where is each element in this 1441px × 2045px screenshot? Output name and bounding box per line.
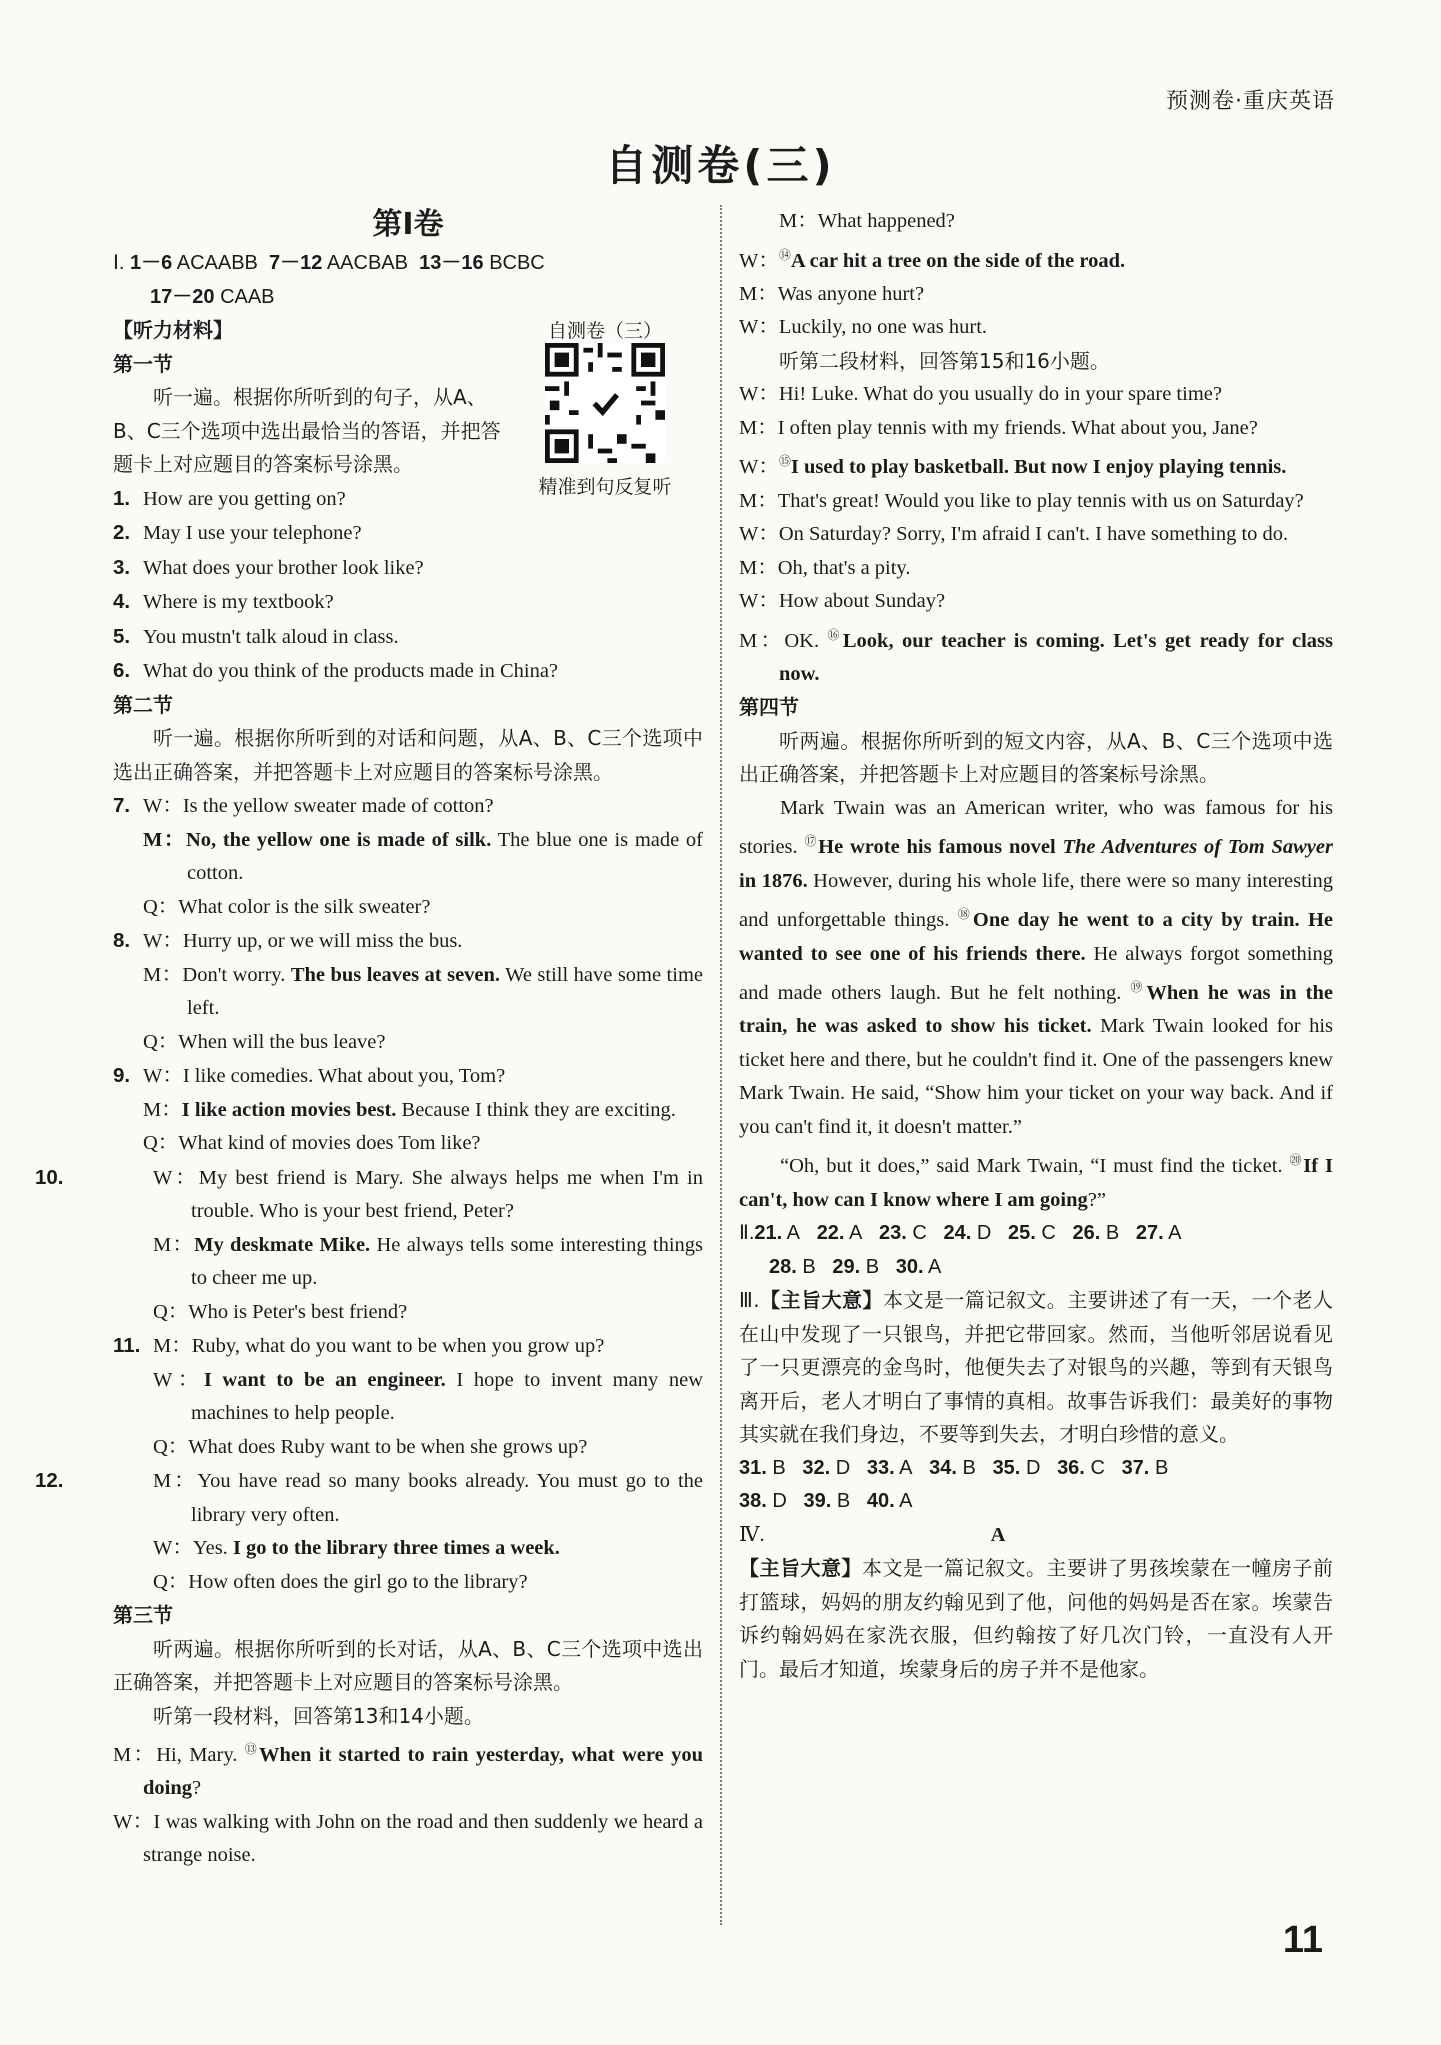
sec3-line: M：Oh, that's a pity. — [739, 556, 911, 579]
column-divider — [720, 205, 722, 1925]
qr-caption: 精准到句反复听 — [538, 476, 672, 498]
list-item: 3. What does your brother look like? — [113, 555, 424, 579]
part2-answers: Ⅱ.21. A 22. A 23. C 24. D 25. C 26. B 27. A — [739, 1222, 1182, 1245]
right-column — [739, 0, 1333, 1686]
sec3-line: M：I often play tennis with my friends. What about you, Jane? — [739, 416, 1258, 439]
page-title: 自测卷(三) — [605, 141, 836, 190]
sec4-paragraph-1: Mark Twain was an American writer, who was famous for his stories. ⑰He wrote his famous novel The Adventures of Tom Sawyer in 1876. However, during his whole life, there were so many interesting and unforgettable things. ⑱One day he went to a city by train. He wanted to see one of his friends there. He always forgot something and made others laugh. But he felt nothing. ⑲When he was in the train, he was asked to show his ticket. Mark Twain looked for his ticket here and there, but he couldn't find it. One of the passengers knew Mark Twain. He said, “Show him your ticket on your way back. And if you can't find it, it doesn't matter.” — [739, 796, 1334, 1138]
answers-line-1: Ⅰ. 1－6 ACAABB 7－12 AACBAB 13－16 BCBC — [113, 252, 545, 274]
sec3-line: M：Hi, Mary. ⑬When it started to rain yesterday, what were you doing? — [113, 1742, 703, 1800]
part1-title: 第Ⅰ卷 — [372, 207, 444, 242]
sec3-line: W：I was walking with John on the road and then suddenly we heard a strange noise. — [113, 1810, 703, 1867]
part3-answers-2: 38. D 39. B 40. A — [739, 1490, 913, 1513]
sec1-title: 第一节 — [113, 351, 173, 376]
qr-label: 自测卷（三） — [547, 320, 662, 342]
part4-summary: 【主旨大意】本文是一篇记叙文。主要讲了男孩埃蒙在一幢房子前打篮球，妈妈的朋友约翰见到了他，问他的妈妈是否在家。埃蒙告诉约翰妈妈在家洗衣服，但约翰按了好几次门铃，一直没有人开门。最后才知道，埃蒙身后的房子并不是他家。 — [739, 1556, 1333, 1681]
list-item: 2. May I use your telephone? — [113, 521, 362, 544]
part2-answers-2: 28. B 29. B 30. A — [769, 1255, 942, 1278]
dialogue-12: 12. M：You have read so many books already. You must go to the library very often. W：Yes. I go to the library three times a week. Q：How often does the girl go to the library? — [35, 1469, 703, 1593]
sec3-line: W：How about Sunday? — [739, 590, 946, 613]
sec2-instruction: 听一遍。根据你所听到的对话和问题，从A、B、C三个选项中选出正确答案，并把答题卡上对应题目的答案标号涂黑。 — [113, 726, 703, 784]
part3-answers: 31. B 32. D 33. A 34. B 35. D 36. C 37. B — [739, 1456, 1169, 1479]
sec3-line: W：⑭A car hit a tree on the side of the road. — [739, 247, 1126, 272]
sec3-line: M：Was anyone hurt? — [739, 282, 925, 305]
sec4-paragraph-2: “Oh, but it does,” said Mark Twain, “I must find the ticket. ⑳If I can't, how can I know where I am going?” — [739, 1153, 1333, 1211]
list-item: 5. You mustn't talk aloud in class. — [113, 624, 399, 648]
page-number: 11 — [1282, 1919, 1323, 1961]
list-item: 4. Where is my textbook? — [113, 590, 334, 613]
sec2-title: 第二节 — [113, 692, 173, 717]
sec3-line: M：What happened? — [779, 210, 955, 232]
dialogue-9: 9. W：I like comedies. What about you, Tom? M：I like action movies best. Because I think they are exciting. Q：What kind of movies does Tom like? — [113, 1064, 676, 1154]
sec3-passage2: 听第二段材料，回答第15和16小题。 — [779, 348, 1110, 373]
part4-heading: Ⅳ. A — [739, 1523, 1006, 1546]
sec3-line: W：Hi! Luke. What do you usually do in your spare time? — [739, 383, 1222, 406]
dialogue-7: 7. W：Is the yellow sweater made of cotton? M：No, the yellow one is made of silk. The blue one is made of cotton. Q：What color is the silk sweater? — [113, 794, 703, 918]
sec3-line: M：That's great! Would you like to play tennis with us on Saturday? — [739, 489, 1304, 512]
sec4-title: 第四节 — [739, 695, 799, 720]
sec3-line: W：On Saturday? Sorry, I'm afraid I can't. I have something to do. — [739, 523, 1289, 546]
sec3-line: M：OK. ⑯Look, our teacher is coming. Let's get ready for class now. — [739, 627, 1333, 685]
list-item: 1. How are you getting on? — [113, 486, 346, 510]
sec4-instruction: 听两遍。根据你所听到的短文内容，从A、B、C三个选项中选出正确答案，并把答题卡上对应题目的答案标号涂黑。 — [739, 728, 1333, 787]
sec1-instruction: 听一遍。根据你所听到的句子，从A、B、C三个选项中选出最恰当的答语，并把答题卡上对应题目的答案标号涂黑。 — [113, 385, 501, 476]
sec3-instruction: 听两遍。根据你所听到的长对话，从A、B、C三个选项中选出正确答案，并把答题卡上对应题目的答案标号涂黑。 — [113, 1636, 703, 1694]
sec3-line: W：Luckily, no one was hurt. — [739, 316, 988, 339]
part3-summary: Ⅲ.【主旨大意】本文是一篇记叙文。主要讲述了有一天，一个老人在山中发现了一只银鸟，并把它带回家。然而，当他听邻居说看见了一只更漂亮的金鸟时，他便失去了对银鸟的兴趣，等到有天银鸟离开后，老人才明白了事情的真相。故事告诉我们：最美好的事物其实就在我们身边，不要等到失去，才明白珍惜的意义。 — [739, 1288, 1333, 1447]
dialogue-10: 10. W：My best friend is Mary. She always helps me when I'm in trouble. Who is your best friend, Peter? M：My deskmate Mike. He always tells some interesting things to cheer me up. Q：Who is Peter's best friend? — [35, 1165, 704, 1323]
sec1-items — [113, 482, 703, 689]
left-column — [35, 205, 704, 1873]
page-header: 预测卷·重庆英语 — [1166, 89, 1335, 114]
dialogue-8: 8. W：Hurry up, or we will miss the bus. M：Don't worry. The bus leaves at seven. We still have some time left. Q：When will the bus leave? — [113, 929, 703, 1053]
answers-line-2: 17－20 CAAB — [150, 285, 275, 308]
sec3-title: 第三节 — [113, 1603, 173, 1627]
sec3-line: W：⑮I used to play basketball. But now I enjoy playing tennis. — [739, 454, 1287, 479]
list-item: 6. What do you think of the products made in China? — [113, 659, 559, 682]
listening-label: 【听力材料】 — [113, 318, 233, 342]
sec3-passage1: 听第一段材料，回答第13和14小题。 — [153, 1703, 484, 1728]
dialogue-11: 11. M：Ruby, what do you want to be when you grow up? W：I want to be an engineer. I hope to invent many new machines to help people. Q：What does Ruby want to be when she grows up? — [113, 1334, 703, 1458]
